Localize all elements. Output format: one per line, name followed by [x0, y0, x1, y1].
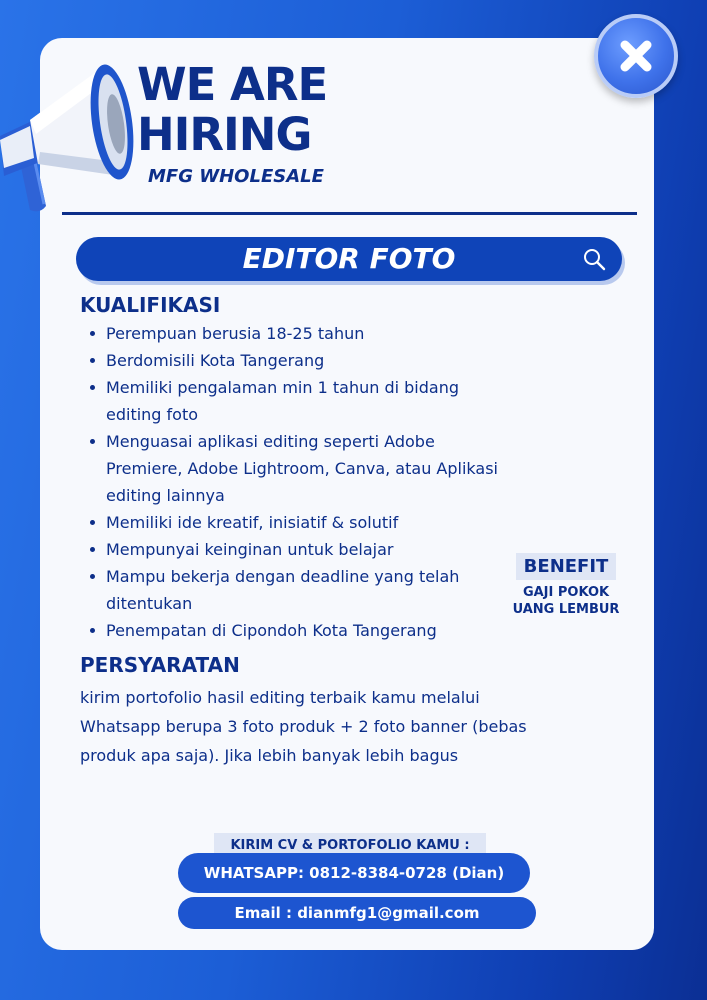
- bullet-icon: [90, 331, 95, 336]
- qualification-text: Berdomisili Kota Tangerang: [106, 351, 325, 370]
- qualification-item: [88, 347, 528, 374]
- position-banner: [76, 237, 622, 281]
- benefit-item: GAJI POKOK: [522, 585, 610, 600]
- bullet-icon: [90, 385, 95, 390]
- qualification-text: editing foto: [106, 405, 199, 424]
- qualification-item: [88, 320, 528, 347]
- hiring-headline: [137, 60, 457, 160]
- bullet-icon: [90, 520, 95, 525]
- qualification-text: Menguasai aplikasi editing seperti Adobe: [106, 432, 435, 451]
- requirements-text: [80, 683, 580, 770]
- bullet-icon: [90, 358, 95, 363]
- qualifications-title: KUALIFIKASI: [80, 293, 221, 317]
- qualification-text: Mampu bekerja dengan deadline yang telah: [106, 567, 460, 586]
- qualification-item: [88, 617, 528, 644]
- qualification-text: ditentukan: [106, 594, 193, 613]
- qualification-item: [88, 563, 528, 617]
- headline-line-1: WE ARE: [137, 58, 328, 111]
- requirements-line: Whatsapp berupa 3 foto produk + 2 foto banner (bebas: [80, 717, 527, 736]
- qualification-item: [88, 509, 528, 536]
- qualification-item: [88, 536, 528, 563]
- benefit-item: UANG LEMBUR: [512, 602, 620, 617]
- company-name: MFG WHOLESALE: [148, 166, 324, 187]
- requirements-title: PERSYARATAN: [80, 653, 240, 677]
- close-button[interactable]: [594, 14, 678, 98]
- qualification-text: Penempatan di Cipondoh Kota Tangerang: [106, 621, 437, 640]
- bullet-icon: [90, 628, 95, 633]
- bullet-icon: [90, 439, 95, 444]
- close-icon: [616, 36, 656, 76]
- qualification-item: [88, 374, 528, 428]
- requirements-line: kirim portofolio hasil editing terbaik kamu melalui: [80, 688, 480, 707]
- bullet-icon: [90, 547, 95, 552]
- qualification-text: Premiere, Adobe Lightroom, Canva, atau Aplikasi: [106, 459, 498, 478]
- email-contact[interactable]: Email : dianmfg1@gmail.com: [178, 897, 536, 929]
- header-divider: [62, 212, 637, 215]
- qualification-item: [88, 428, 528, 509]
- requirements-line: produk apa saja). Jika lebih banyak lebih bagus: [80, 746, 459, 765]
- headline-line-2: HIRING: [137, 108, 312, 161]
- benefit-title: BENEFIT: [516, 553, 617, 580]
- benefit-box: [503, 553, 629, 618]
- bullet-icon: [90, 574, 95, 579]
- whatsapp-contact[interactable]: WHATSAPP: 0812-8384-0728 (Dian): [178, 853, 530, 893]
- qualifications-list: [88, 320, 528, 644]
- megaphone-icon: [0, 58, 140, 218]
- qualification-text: Mempunyai keinginan untuk belajar: [106, 540, 394, 559]
- qualification-text: editing lainnya: [106, 486, 225, 505]
- qualification-text: Memiliki ide kreatif, inisiatif & solutif: [106, 513, 399, 532]
- position-title: EDITOR FOTO: [242, 242, 456, 275]
- search-icon: [582, 247, 606, 271]
- contact-label: KIRIM CV & PORTOFOLIO KAMU :: [214, 833, 486, 859]
- qualification-text: Perempuan berusia 18-25 tahun: [106, 324, 365, 343]
- qualification-text: Memiliki pengalaman min 1 tahun di bidang: [106, 378, 459, 397]
